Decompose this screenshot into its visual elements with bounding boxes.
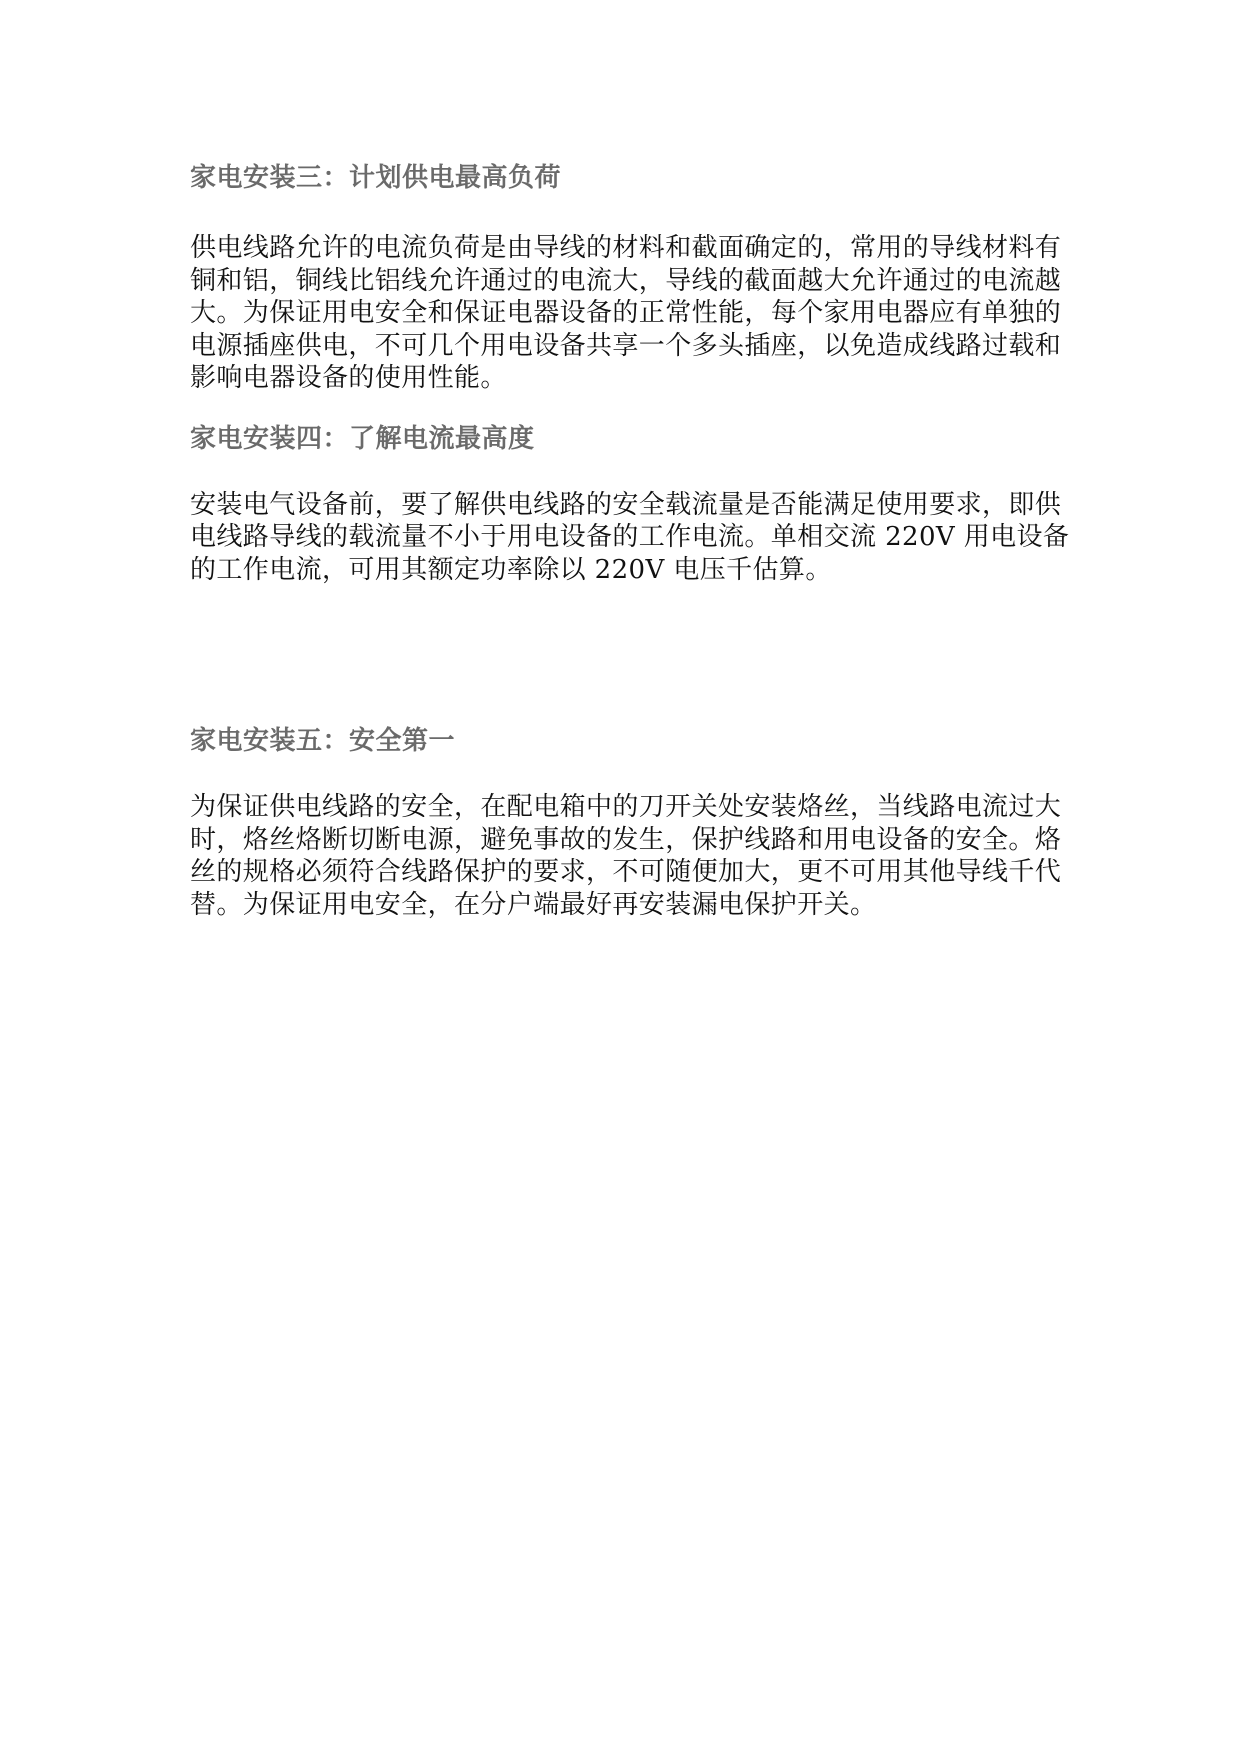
- section-heading-safety-first: 家电安装五：安全第一: [190, 726, 456, 756]
- document-body: [190, 160, 1070, 921]
- section-heading-planning-max-load: 家电安装三：计划供电最高负荷: [190, 163, 562, 193]
- section-paragraph-planning-max-load: 供电线路允许的电流负荷是由导线的材料和截面确定的，常用的导线材料有铜和铝，铜线比铝线允许通过的电流大，导线的截面越大允许通过的电流越大。为保证用电安全和保证电器设备的正常性能，每个家用电器应有单独的电源插座供电，不可几个用电设备共享一个多头插座，以免造成线路过载和影响电器设备的使用性能。: [190, 233, 1062, 393]
- section-heading-current-capacity: 家电安装四：了解电流最高度: [190, 423, 535, 454]
- section-paragraph-current-capacity: 安装电气设备前，要了解供电线路的安全载流量是否能满足使用要求，即供电线路导线的载流量不小于用电设备的工作电流。单相交流 220V 用电设备的工作电流，可用其额定功率除以 220V 电压千估算。: [190, 489, 1070, 585]
- section-paragraph-safety-first: 为保证供电线路的安全，在配电箱中的刀开关处安装烙丝，当线路电流过大时，烙丝烙断切断电源，避免事故的发生，保护线路和用电设备的安全。烙丝的规格必须符合线路保护的要求，不可随便加大，更不可用其他导线千代替。为保证用电安全，在分户端最好再安装漏电保护开关。: [190, 792, 1062, 920]
